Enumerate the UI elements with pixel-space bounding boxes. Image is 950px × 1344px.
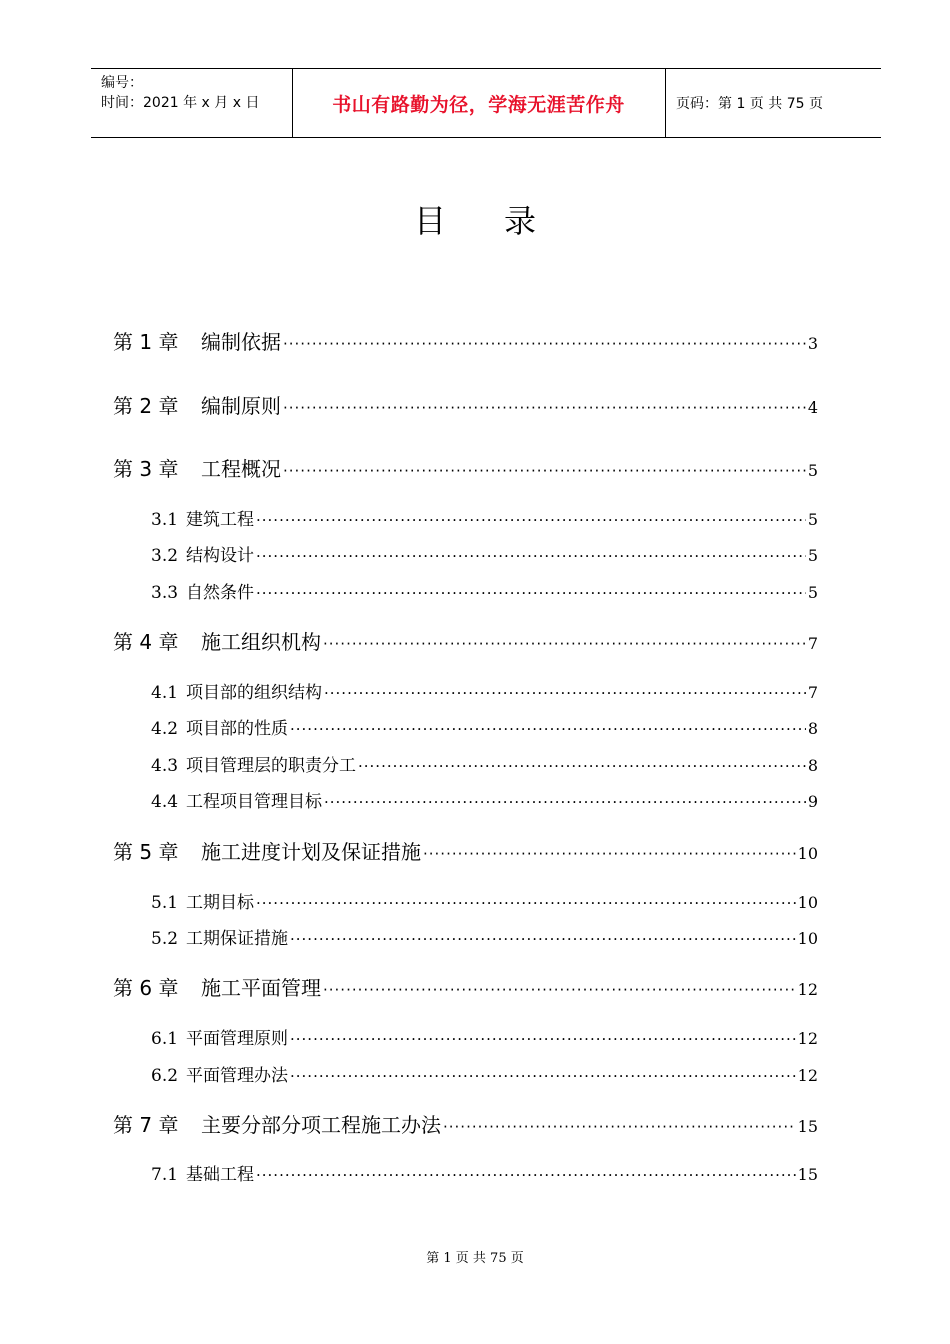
- toc-entry-page: 12: [797, 1029, 818, 1048]
- toc-entry[interactable]: [151, 505, 818, 530]
- toc-entry-title: 项目管理层的职责分工: [186, 756, 356, 776]
- toc-entry-title: 项目部的性质: [186, 719, 288, 739]
- toc-entry[interactable]: [151, 1160, 818, 1185]
- toc-entry-page: 5: [807, 461, 818, 480]
- toc-entry-number: 3.1: [151, 510, 179, 530]
- toc-entry-page: 8: [807, 719, 818, 738]
- toc-entry-page: 15: [797, 1117, 818, 1136]
- toc-entry[interactable]: [113, 972, 818, 1001]
- toc-entry-number: 6.1: [151, 1029, 179, 1049]
- toc-entry-page: 7: [807, 683, 818, 702]
- document-time-label: 时间：2021 年 x 月 x 日: [101, 95, 260, 111]
- toc-leader-dots: [283, 335, 806, 353]
- toc-entry[interactable]: [113, 326, 818, 355]
- toc-entry[interactable]: [151, 1061, 818, 1086]
- toc-entry-number: 3.2: [151, 546, 179, 566]
- toc-entry[interactable]: [151, 578, 818, 603]
- toc-entry-page: 12: [797, 980, 818, 999]
- toc-leader-dots: [256, 584, 806, 602]
- toc-entry-number: 4.3: [151, 756, 179, 776]
- toc-entry-title: 平面管理办法: [186, 1066, 288, 1086]
- toc-entry[interactable]: [151, 888, 818, 913]
- toc-leader-dots: [423, 845, 796, 863]
- toc-entry-number: 4.4: [151, 792, 179, 812]
- toc-entry[interactable]: [151, 678, 818, 703]
- toc-entry-title: 主要分部分项工程施工办法: [201, 1113, 441, 1137]
- page-footer: 第 1 页 共 75 页: [426, 1251, 524, 1266]
- toc-entry-number: 第 3 章: [113, 457, 179, 481]
- toc-entry-title: 编制原则: [201, 394, 281, 418]
- document-header: [91, 68, 881, 138]
- toc-entry-title: 基础工程: [186, 1165, 254, 1185]
- toc-entry-title: 工期保证措施: [186, 929, 288, 949]
- toc-entry-page: 5: [807, 546, 818, 565]
- toc-entry-title: 施工平面管理: [201, 976, 321, 1000]
- toc-entry-number: 6.2: [151, 1066, 179, 1086]
- toc-entry[interactable]: [151, 714, 818, 739]
- toc-entry-title: 工期目标: [186, 893, 254, 913]
- toc-leader-dots: [256, 511, 806, 529]
- toc-entry-page: 7: [807, 634, 818, 653]
- toc-entry-number: 第 7 章: [113, 1113, 179, 1137]
- toc-leader-dots: [290, 1067, 796, 1085]
- toc-leader-dots: [323, 635, 806, 653]
- header-meta-cell: [91, 69, 293, 137]
- toc-leader-dots: [358, 757, 806, 775]
- toc-entry[interactable]: [151, 541, 818, 566]
- toc-entry-title: 施工组织机构: [201, 630, 321, 654]
- toc-entry-title: 自然条件: [186, 583, 254, 603]
- toc-entry-page: 12: [797, 1066, 818, 1085]
- header-motto-cell: [292, 69, 666, 137]
- toc-entry-title: 施工进度计划及保证措施: [201, 840, 421, 864]
- toc-entry-number: 4.2: [151, 719, 179, 739]
- toc-entry-number: 第 5 章: [113, 840, 179, 864]
- toc-entry-page: 15: [797, 1165, 818, 1184]
- toc-entry[interactable]: [113, 836, 818, 865]
- toc-leader-dots: [324, 793, 806, 811]
- toc-entry[interactable]: [113, 453, 818, 482]
- toc-entry-page: 3: [807, 334, 818, 353]
- toc-entry-page: 10: [797, 929, 818, 948]
- toc-entry-number: 第 1 章: [113, 330, 179, 354]
- toc-entry-page: 10: [797, 893, 818, 912]
- toc-leader-dots: [324, 684, 806, 702]
- toc-entry-number: 4.1: [151, 683, 179, 703]
- page-title: 目录: [413, 202, 594, 240]
- toc-leader-dots: [323, 981, 796, 999]
- toc-entry[interactable]: [151, 787, 818, 812]
- toc-entry-number: 3.3: [151, 583, 179, 603]
- toc-entry-number: 5.2: [151, 929, 179, 949]
- toc-entry-title: 工程概况: [201, 457, 281, 481]
- toc-entry-page: 9: [807, 792, 818, 811]
- toc-entry-page: 5: [807, 583, 818, 602]
- toc-entry[interactable]: [151, 1024, 818, 1049]
- toc-entry-page: 4: [807, 398, 818, 417]
- page-info-label: 页码：第 1 页 共 75 页: [676, 96, 823, 112]
- motto-text: 书山有路勤为径，学海无涯苦作舟: [332, 93, 625, 116]
- header-page-cell: [666, 69, 881, 137]
- toc-entry-title: 编制依据: [201, 330, 281, 354]
- toc-entry-page: 10: [797, 844, 818, 863]
- toc-entry-page: 5: [807, 510, 818, 529]
- toc-leader-dots: [290, 930, 796, 948]
- toc-entry[interactable]: [113, 626, 818, 655]
- toc-entry-title: 平面管理原则: [186, 1029, 288, 1049]
- toc-entry-number: 5.1: [151, 893, 179, 913]
- toc-entry-number: 第 4 章: [113, 630, 179, 654]
- toc-entry-number: 7.1: [151, 1165, 179, 1185]
- toc-entry[interactable]: [113, 1109, 818, 1138]
- toc-leader-dots: [256, 1166, 796, 1184]
- toc-leader-dots: [290, 720, 806, 738]
- toc-entry-title: 项目部的组织结构: [186, 683, 322, 703]
- toc-entry[interactable]: [151, 751, 818, 776]
- toc-leader-dots: [256, 547, 806, 565]
- toc-leader-dots: [256, 894, 796, 912]
- toc-entry[interactable]: [113, 390, 818, 419]
- toc-entry-number: 第 6 章: [113, 976, 179, 1000]
- toc-entry-title: 建筑工程: [186, 510, 254, 530]
- document-number-label: 编号：: [101, 75, 143, 91]
- toc-entry-number: 第 2 章: [113, 394, 179, 418]
- toc-entry-page: 8: [807, 756, 818, 775]
- toc-entry-title: 结构设计: [186, 546, 254, 566]
- toc-entry[interactable]: [151, 924, 818, 949]
- toc-leader-dots: [290, 1030, 796, 1048]
- toc-leader-dots: [283, 399, 806, 417]
- toc-leader-dots: [283, 462, 806, 480]
- toc-entry-title: 工程项目管理目标: [186, 792, 322, 812]
- toc-leader-dots: [443, 1118, 796, 1136]
